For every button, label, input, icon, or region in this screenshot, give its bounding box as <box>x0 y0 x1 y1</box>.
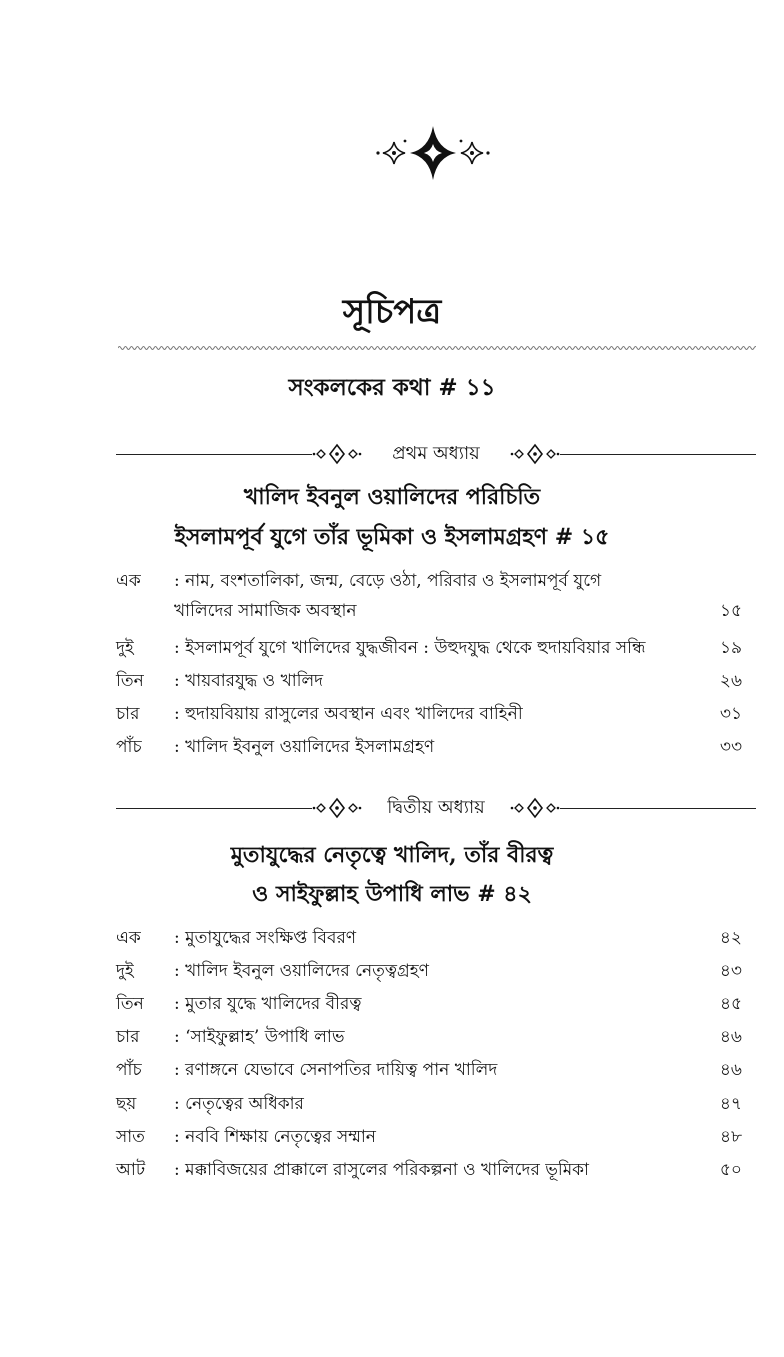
chapter-divider <box>116 791 756 825</box>
entry-number: ছয় <box>116 1094 137 1114</box>
divider-line <box>560 454 756 455</box>
chapter-label: প্রথম অধ্যায় <box>392 443 480 464</box>
entry-page: ৪৭ <box>719 1094 742 1114</box>
chapter-heading: খালিদ ইবনুল ওয়ালিদের পরিচিতি <box>243 484 541 510</box>
diamond-ornament-icon <box>510 442 560 466</box>
entry-title: : মক্কাবিজয়ের প্রাক্কালে রাসুলের পরিকল্পনা ও খালিদের ভূমিকা <box>174 1160 589 1180</box>
entry-title: : মুতাযুদ্ধের সংক্ষিপ্ত বিবরণ <box>174 928 357 948</box>
entry-page: ৪৬ <box>719 1060 742 1080</box>
entry-number: আট <box>116 1160 146 1180</box>
entry-number: পাঁচ <box>116 737 142 757</box>
entry-title: : ‘সাইফুল্লাহ’ উপাধি লাভ <box>174 1027 345 1047</box>
entry-title: : হুদায়বিয়ায় রাসুলের অবস্থান এবং খালিদের বাহিনী <box>174 704 523 724</box>
entry-title: : রণাঙ্গনে যেভাবে সেনাপতির দায়িত্ব পান খালিদ <box>174 1060 498 1080</box>
entry-number: পাঁচ <box>116 1060 142 1080</box>
entry-title-continued: খালিদের সামাজিক অবস্থান <box>174 601 357 621</box>
entry-page: ১৫ <box>719 601 742 621</box>
chapter-label: দ্বিতীয় অধ্যায় <box>387 797 485 818</box>
entry-number: দুই <box>116 961 134 981</box>
entry-page: ৩৩ <box>719 737 742 757</box>
star-ornament-icon <box>372 122 494 184</box>
entry-number: তিন <box>116 994 144 1014</box>
entry-page: ৫০ <box>719 1160 742 1180</box>
divider-line <box>116 808 312 809</box>
diamond-ornament-icon <box>312 796 362 820</box>
entry-page: ৪৫ <box>719 994 742 1014</box>
chapter-heading: ও সাইফুল্লাহ উপাধি লাভ # ৪২ <box>252 881 532 907</box>
entry-title: : ইসলামপূর্ব যুগে খালিদের যুদ্ধজীবন : উহুদযুদ্ধ থেকে হুদায়বিয়ার সন্ধি <box>174 638 646 658</box>
entry-page: ৩১ <box>719 704 742 724</box>
entry-title: : খালিদ ইবনুল ওয়ালিদের ইসলামগ্রহণ <box>174 737 435 757</box>
entry-number: চার <box>116 1027 140 1047</box>
entry-number: এক <box>116 928 141 948</box>
entry-page: ১৯ <box>719 638 742 658</box>
diamond-ornament-icon <box>510 796 560 820</box>
intro-entry: সংকলকের কথা # ১১ <box>288 374 496 401</box>
entry-title: : নেতৃত্বের অধিকার <box>174 1094 304 1114</box>
chapter-divider <box>116 437 756 471</box>
page-title: সূচিপত্র <box>342 292 442 332</box>
divider-line <box>116 454 312 455</box>
entry-page: ৪৩ <box>719 961 742 981</box>
entry-title: : খালিদ ইবনুল ওয়ালিদের নেতৃত্বগ্রহণ <box>174 961 429 981</box>
entry-number: চার <box>116 704 140 724</box>
wavy-divider <box>118 343 756 353</box>
entry-title: : নাম, বংশতালিকা, জন্ম, বেড়ে ওঠা, পরিবার ও ইসলামপূর্ব যুগে <box>174 571 602 591</box>
entry-title: : মুতার যুদ্ধে খালিদের বীরত্ব <box>174 994 362 1014</box>
entry-page: ৪৬ <box>719 1027 742 1047</box>
divider-line <box>560 808 756 809</box>
entry-number: দুই <box>116 638 134 658</box>
diamond-ornament-icon <box>312 442 362 466</box>
entry-title: : নববি শিক্ষায় নেতৃত্বের সম্মান <box>174 1127 376 1147</box>
entry-page: ২৬ <box>719 671 742 691</box>
entry-number: সাত <box>116 1127 145 1147</box>
entry-page: ৪৮ <box>719 1127 742 1147</box>
chapter-heading: ইসলামপূর্ব যুগে তাঁর ভূমিকা ও ইসলামগ্রহণ # ১৫ <box>174 524 610 550</box>
chapter-heading: মুতাযুদ্ধের নেতৃত্বে খালিদ, তাঁর বীরত্ব <box>230 842 554 868</box>
entry-number: তিন <box>116 671 144 691</box>
entry-number: এক <box>116 571 141 591</box>
entry-title: : খায়বারযুদ্ধ ও খালিদ <box>174 671 324 691</box>
entry-page: ৪২ <box>719 928 742 948</box>
